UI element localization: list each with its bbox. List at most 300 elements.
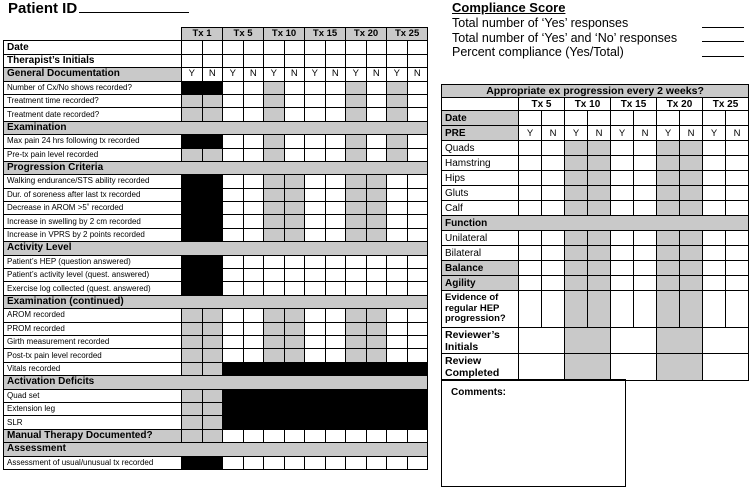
check-cell[interactable] — [387, 148, 408, 161]
check-cell[interactable] — [325, 309, 346, 322]
check-cell[interactable] — [346, 322, 367, 335]
check-cell[interactable] — [703, 141, 726, 156]
check-cell[interactable] — [519, 276, 542, 291]
check-cell[interactable] — [680, 156, 703, 171]
check-cell[interactable] — [387, 282, 408, 295]
check-cell[interactable] — [223, 175, 244, 188]
check-cell[interactable] — [202, 309, 223, 322]
check-cell[interactable] — [611, 231, 634, 246]
check-cell[interactable] — [565, 246, 588, 261]
check-cell[interactable] — [366, 255, 387, 268]
check-cell[interactable] — [243, 215, 264, 228]
check-cell[interactable] — [680, 276, 703, 291]
check-cell[interactable] — [305, 322, 326, 335]
check-cell[interactable] — [305, 335, 326, 348]
check-cell[interactable] — [726, 201, 749, 216]
patient-id-line[interactable] — [79, 0, 189, 13]
check-cell[interactable] — [634, 156, 657, 171]
check-cell[interactable] — [387, 81, 408, 94]
check-cell[interactable] — [223, 54, 244, 67]
check-cell[interactable] — [264, 148, 285, 161]
check-cell[interactable] — [223, 202, 244, 215]
check-cell[interactable] — [284, 81, 305, 94]
check-cell[interactable] — [325, 81, 346, 94]
check-cell[interactable] — [657, 171, 680, 186]
check-cell[interactable] — [182, 54, 203, 67]
check-cell[interactable] — [366, 94, 387, 107]
check-cell[interactable] — [325, 135, 346, 148]
check-cell[interactable] — [726, 261, 749, 276]
input-cell[interactable] — [703, 354, 749, 381]
check-cell[interactable] — [346, 335, 367, 348]
check-cell[interactable] — [325, 202, 346, 215]
check-cell[interactable] — [223, 215, 244, 228]
check-cell[interactable] — [223, 456, 244, 469]
check-cell[interactable] — [542, 186, 565, 201]
check-cell[interactable] — [657, 186, 680, 201]
check-cell[interactable] — [634, 246, 657, 261]
input-cell[interactable] — [565, 354, 611, 381]
check-cell[interactable] — [657, 141, 680, 156]
check-cell[interactable] — [634, 201, 657, 216]
check-cell[interactable] — [407, 269, 428, 282]
check-cell[interactable] — [346, 202, 367, 215]
compliance-blank[interactable] — [702, 56, 744, 57]
check-cell[interactable] — [387, 215, 408, 228]
check-cell[interactable] — [407, 202, 428, 215]
check-cell[interactable] — [284, 349, 305, 362]
check-cell[interactable] — [223, 335, 244, 348]
check-cell[interactable] — [680, 246, 703, 261]
check-cell[interactable] — [588, 231, 611, 246]
check-cell[interactable] — [305, 54, 326, 67]
check-cell[interactable] — [387, 175, 408, 188]
check-cell[interactable] — [305, 349, 326, 362]
check-cell[interactable] — [325, 94, 346, 107]
check-cell[interactable] — [519, 231, 542, 246]
check-cell[interactable] — [703, 201, 726, 216]
check-cell[interactable] — [680, 141, 703, 156]
check-cell[interactable] — [202, 362, 223, 375]
check-cell[interactable] — [284, 322, 305, 335]
check-cell[interactable] — [202, 148, 223, 161]
check-cell[interactable] — [325, 188, 346, 201]
check-cell[interactable] — [407, 215, 428, 228]
date-cell[interactable] — [519, 111, 542, 126]
check-cell[interactable] — [366, 269, 387, 282]
check-cell[interactable] — [305, 81, 326, 94]
check-cell[interactable] — [407, 148, 428, 161]
check-cell[interactable] — [284, 175, 305, 188]
check-cell[interactable] — [703, 171, 726, 186]
date-cell[interactable] — [657, 111, 680, 126]
check-cell[interactable] — [284, 215, 305, 228]
check-cell[interactable] — [182, 108, 203, 121]
check-cell[interactable] — [243, 228, 264, 241]
check-cell[interactable] — [325, 148, 346, 161]
check-cell[interactable] — [407, 54, 428, 67]
check-cell[interactable] — [243, 94, 264, 107]
check-cell[interactable] — [284, 54, 305, 67]
check-cell[interactable] — [611, 291, 634, 328]
check-cell[interactable] — [387, 135, 408, 148]
check-cell[interactable] — [223, 269, 244, 282]
check-cell[interactable] — [284, 41, 305, 54]
check-cell[interactable] — [346, 269, 367, 282]
input-cell[interactable] — [611, 354, 657, 381]
check-cell[interactable] — [680, 201, 703, 216]
check-cell[interactable] — [243, 54, 264, 67]
check-cell[interactable] — [657, 291, 680, 328]
check-cell[interactable] — [202, 322, 223, 335]
check-cell[interactable] — [346, 94, 367, 107]
check-cell[interactable] — [366, 202, 387, 215]
input-cell[interactable] — [657, 354, 703, 381]
check-cell[interactable] — [366, 456, 387, 469]
check-cell[interactable] — [346, 41, 367, 54]
check-cell[interactable] — [634, 291, 657, 328]
check-cell[interactable] — [387, 188, 408, 201]
check-cell[interactable] — [182, 416, 203, 429]
check-cell[interactable] — [202, 94, 223, 107]
check-cell[interactable] — [346, 255, 367, 268]
check-cell[interactable] — [325, 322, 346, 335]
check-cell[interactable] — [346, 188, 367, 201]
check-cell[interactable] — [346, 456, 367, 469]
check-cell[interactable] — [264, 54, 285, 67]
check-cell[interactable] — [588, 171, 611, 186]
check-cell[interactable] — [346, 54, 367, 67]
check-cell[interactable] — [634, 186, 657, 201]
date-cell[interactable] — [565, 111, 588, 126]
check-cell[interactable] — [634, 171, 657, 186]
check-cell[interactable] — [182, 335, 203, 348]
check-cell[interactable] — [407, 456, 428, 469]
check-cell[interactable] — [542, 276, 565, 291]
check-cell[interactable] — [726, 276, 749, 291]
check-cell[interactable] — [346, 215, 367, 228]
check-cell[interactable] — [407, 335, 428, 348]
check-cell[interactable] — [588, 141, 611, 156]
check-cell[interactable] — [284, 188, 305, 201]
check-cell[interactable] — [202, 389, 223, 402]
check-cell[interactable] — [325, 108, 346, 121]
check-cell[interactable] — [182, 322, 203, 335]
check-cell[interactable] — [611, 186, 634, 201]
check-cell[interactable] — [264, 255, 285, 268]
check-cell[interactable] — [264, 429, 285, 442]
check-cell[interactable] — [366, 322, 387, 335]
check-cell[interactable] — [243, 282, 264, 295]
check-cell[interactable] — [565, 141, 588, 156]
check-cell[interactable] — [346, 228, 367, 241]
check-cell[interactable] — [542, 156, 565, 171]
check-cell[interactable] — [387, 322, 408, 335]
check-cell[interactable] — [223, 41, 244, 54]
check-cell[interactable] — [519, 261, 542, 276]
check-cell[interactable] — [325, 175, 346, 188]
check-cell[interactable] — [223, 309, 244, 322]
check-cell[interactable] — [366, 54, 387, 67]
check-cell[interactable] — [284, 309, 305, 322]
check-cell[interactable] — [325, 228, 346, 241]
check-cell[interactable] — [305, 309, 326, 322]
check-cell[interactable] — [588, 156, 611, 171]
check-cell[interactable] — [565, 201, 588, 216]
check-cell[interactable] — [182, 41, 203, 54]
check-cell[interactable] — [284, 148, 305, 161]
date-cell[interactable] — [703, 111, 726, 126]
check-cell[interactable] — [542, 246, 565, 261]
check-cell[interactable] — [366, 81, 387, 94]
input-cell[interactable] — [565, 328, 611, 354]
check-cell[interactable] — [325, 429, 346, 442]
check-cell[interactable] — [325, 349, 346, 362]
check-cell[interactable] — [202, 402, 223, 415]
check-cell[interactable] — [588, 186, 611, 201]
check-cell[interactable] — [726, 156, 749, 171]
check-cell[interactable] — [611, 171, 634, 186]
check-cell[interactable] — [703, 156, 726, 171]
check-cell[interactable] — [202, 108, 223, 121]
check-cell[interactable] — [325, 41, 346, 54]
check-cell[interactable] — [703, 276, 726, 291]
check-cell[interactable] — [657, 276, 680, 291]
check-cell[interactable] — [407, 429, 428, 442]
check-cell[interactable] — [680, 261, 703, 276]
check-cell[interactable] — [264, 94, 285, 107]
check-cell[interactable] — [264, 215, 285, 228]
check-cell[interactable] — [680, 186, 703, 201]
check-cell[interactable] — [284, 94, 305, 107]
check-cell[interactable] — [305, 41, 326, 54]
date-cell[interactable] — [634, 111, 657, 126]
check-cell[interactable] — [519, 246, 542, 261]
check-cell[interactable] — [366, 309, 387, 322]
check-cell[interactable] — [703, 186, 726, 201]
check-cell[interactable] — [387, 309, 408, 322]
check-cell[interactable] — [407, 349, 428, 362]
check-cell[interactable] — [565, 231, 588, 246]
check-cell[interactable] — [407, 175, 428, 188]
check-cell[interactable] — [202, 41, 223, 54]
check-cell[interactable] — [611, 246, 634, 261]
check-cell[interactable] — [264, 269, 285, 282]
check-cell[interactable] — [611, 141, 634, 156]
check-cell[interactable] — [387, 228, 408, 241]
check-cell[interactable] — [202, 335, 223, 348]
check-cell[interactable] — [346, 175, 367, 188]
check-cell[interactable] — [223, 94, 244, 107]
check-cell[interactable] — [703, 246, 726, 261]
check-cell[interactable] — [305, 135, 326, 148]
check-cell[interactable] — [305, 202, 326, 215]
check-cell[interactable] — [305, 456, 326, 469]
check-cell[interactable] — [223, 349, 244, 362]
check-cell[interactable] — [223, 81, 244, 94]
date-cell[interactable] — [680, 111, 703, 126]
check-cell[interactable] — [346, 309, 367, 322]
date-cell[interactable] — [542, 111, 565, 126]
check-cell[interactable] — [542, 201, 565, 216]
check-cell[interactable] — [407, 188, 428, 201]
check-cell[interactable] — [611, 276, 634, 291]
check-cell[interactable] — [634, 276, 657, 291]
check-cell[interactable] — [366, 135, 387, 148]
check-cell[interactable] — [611, 201, 634, 216]
check-cell[interactable] — [264, 349, 285, 362]
check-cell[interactable] — [366, 429, 387, 442]
check-cell[interactable] — [305, 108, 326, 121]
check-cell[interactable] — [325, 282, 346, 295]
check-cell[interactable] — [366, 349, 387, 362]
check-cell[interactable] — [588, 201, 611, 216]
check-cell[interactable] — [366, 175, 387, 188]
check-cell[interactable] — [243, 322, 264, 335]
check-cell[interactable] — [726, 171, 749, 186]
check-cell[interactable] — [305, 215, 326, 228]
check-cell[interactable] — [565, 156, 588, 171]
check-cell[interactable] — [305, 282, 326, 295]
check-cell[interactable] — [243, 81, 264, 94]
check-cell[interactable] — [243, 429, 264, 442]
check-cell[interactable] — [407, 228, 428, 241]
check-cell[interactable] — [387, 456, 408, 469]
check-cell[interactable] — [243, 175, 264, 188]
check-cell[interactable] — [264, 41, 285, 54]
date-cell[interactable] — [611, 111, 634, 126]
check-cell[interactable] — [657, 261, 680, 276]
check-cell[interactable] — [305, 148, 326, 161]
check-cell[interactable] — [588, 276, 611, 291]
check-cell[interactable] — [182, 309, 203, 322]
check-cell[interactable] — [542, 231, 565, 246]
check-cell[interactable] — [387, 54, 408, 67]
check-cell[interactable] — [565, 261, 588, 276]
check-cell[interactable] — [657, 156, 680, 171]
check-cell[interactable] — [366, 282, 387, 295]
check-cell[interactable] — [284, 202, 305, 215]
check-cell[interactable] — [366, 188, 387, 201]
check-cell[interactable] — [223, 135, 244, 148]
check-cell[interactable] — [387, 335, 408, 348]
check-cell[interactable] — [223, 188, 244, 201]
check-cell[interactable] — [182, 94, 203, 107]
check-cell[interactable] — [387, 94, 408, 107]
check-cell[interactable] — [387, 255, 408, 268]
check-cell[interactable] — [264, 135, 285, 148]
check-cell[interactable] — [366, 228, 387, 241]
check-cell[interactable] — [407, 94, 428, 107]
check-cell[interactable] — [346, 429, 367, 442]
check-cell[interactable] — [634, 141, 657, 156]
check-cell[interactable] — [243, 309, 264, 322]
check-cell[interactable] — [726, 186, 749, 201]
check-cell[interactable] — [346, 135, 367, 148]
check-cell[interactable] — [519, 291, 542, 328]
check-cell[interactable] — [387, 269, 408, 282]
check-cell[interactable] — [542, 171, 565, 186]
check-cell[interactable] — [202, 416, 223, 429]
check-cell[interactable] — [264, 335, 285, 348]
check-cell[interactable] — [243, 41, 264, 54]
check-cell[interactable] — [407, 81, 428, 94]
check-cell[interactable] — [565, 276, 588, 291]
check-cell[interactable] — [284, 255, 305, 268]
check-cell[interactable] — [565, 291, 588, 328]
date-cell[interactable] — [726, 111, 749, 126]
check-cell[interactable] — [284, 108, 305, 121]
check-cell[interactable] — [284, 456, 305, 469]
check-cell[interactable] — [243, 188, 264, 201]
check-cell[interactable] — [264, 81, 285, 94]
input-cell[interactable] — [519, 328, 565, 354]
check-cell[interactable] — [305, 175, 326, 188]
check-cell[interactable] — [284, 135, 305, 148]
check-cell[interactable] — [407, 255, 428, 268]
check-cell[interactable] — [680, 231, 703, 246]
check-cell[interactable] — [264, 188, 285, 201]
check-cell[interactable] — [366, 335, 387, 348]
check-cell[interactable] — [366, 41, 387, 54]
check-cell[interactable] — [243, 108, 264, 121]
check-cell[interactable] — [726, 231, 749, 246]
check-cell[interactable] — [387, 202, 408, 215]
check-cell[interactable] — [284, 335, 305, 348]
check-cell[interactable] — [223, 255, 244, 268]
check-cell[interactable] — [182, 148, 203, 161]
check-cell[interactable] — [223, 322, 244, 335]
date-cell[interactable] — [588, 111, 611, 126]
check-cell[interactable] — [264, 282, 285, 295]
check-cell[interactable] — [387, 41, 408, 54]
check-cell[interactable] — [243, 202, 264, 215]
check-cell[interactable] — [407, 135, 428, 148]
check-cell[interactable] — [519, 171, 542, 186]
compliance-blank[interactable] — [702, 41, 744, 42]
check-cell[interactable] — [305, 255, 326, 268]
check-cell[interactable] — [366, 108, 387, 121]
check-cell[interactable] — [243, 148, 264, 161]
check-cell[interactable] — [519, 156, 542, 171]
check-cell[interactable] — [305, 269, 326, 282]
check-cell[interactable] — [346, 148, 367, 161]
check-cell[interactable] — [634, 231, 657, 246]
check-cell[interactable] — [387, 108, 408, 121]
check-cell[interactable] — [588, 291, 611, 328]
check-cell[interactable] — [264, 456, 285, 469]
check-cell[interactable] — [588, 261, 611, 276]
check-cell[interactable] — [284, 228, 305, 241]
check-cell[interactable] — [305, 429, 326, 442]
check-cell[interactable] — [657, 201, 680, 216]
input-cell[interactable] — [703, 328, 749, 354]
check-cell[interactable] — [305, 188, 326, 201]
check-cell[interactable] — [611, 261, 634, 276]
check-cell[interactable] — [223, 108, 244, 121]
check-cell[interactable] — [223, 148, 244, 161]
check-cell[interactable] — [588, 246, 611, 261]
check-cell[interactable] — [519, 186, 542, 201]
check-cell[interactable] — [305, 94, 326, 107]
check-cell[interactable] — [202, 349, 223, 362]
check-cell[interactable] — [542, 261, 565, 276]
check-cell[interactable] — [305, 228, 326, 241]
check-cell[interactable] — [703, 291, 726, 328]
check-cell[interactable] — [182, 389, 203, 402]
check-cell[interactable] — [519, 201, 542, 216]
check-cell[interactable] — [542, 141, 565, 156]
